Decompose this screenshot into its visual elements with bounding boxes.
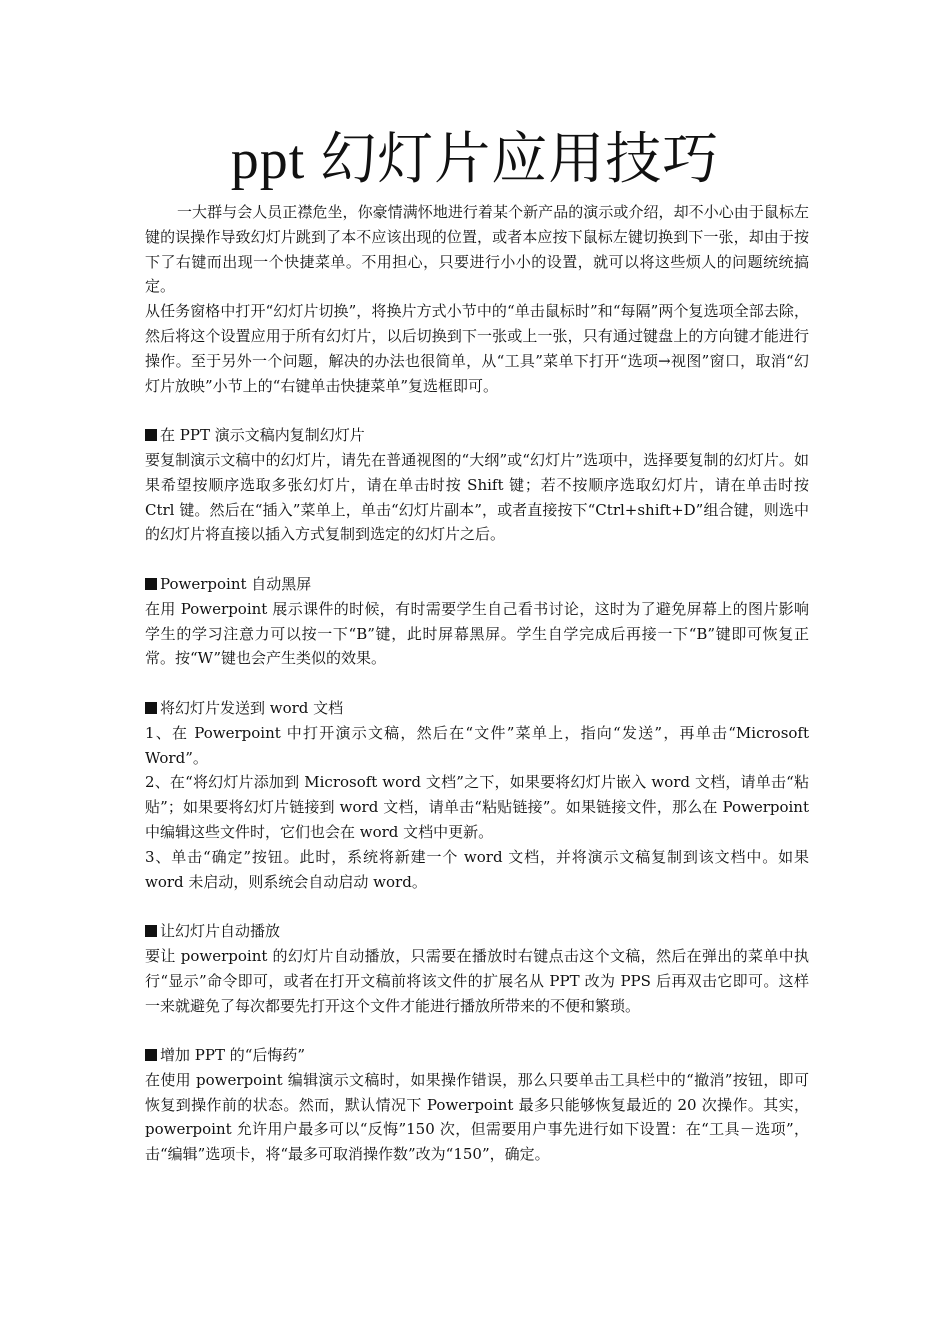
square-bullet-icon [145, 925, 157, 937]
section-heading-copy-slides [145, 423, 809, 448]
section-heading-text: 增加 PPT 的“后悔药” [160, 1046, 306, 1065]
intro-paragraph-2: 从任务窗格中打开“幻灯片切换”，将换片方式小节中的“单击鼠标时”和“每隔”两个复选项全部去除，然后将这个设置应用于所有幻灯片，以后切换到下一张或上一张，只有通过键盘上的方向键才能进行操作。至于另外一个问题，解决的办法也很简单，从“工具”菜单下打开“选项→视图”窗口，取消“幻灯片放映”小节上的“右键单击快捷菜单”复选框即可。 [145, 302, 809, 395]
section-paragraph: 要复制演示文稿中的幻灯片，请先在普通视图的“大纲”或“幻灯片”选项中，选择要复制的幻灯片。如果希望按顺序选取多张幻灯片，请在单击时按 Shift 键；若不按顺序选取幻灯片，请在单击时按 Ctrl 键。然后在“插入”菜单上，单击“幻灯片副本”，或者直接按下“Ctrl+shift+D”组合键，则选中的幻灯片将直接以插入方式复制到选定的幻灯片之后。 [145, 450, 809, 544]
intro-paragraph-1: 一大群与会人员正襟危坐，你豪情满怀地进行着某个新产品的演示或介绍，却不小心由于鼠标左键的误操作导致幻灯片跳到了本不应该出现的位置，或者本应按下鼠标左键切换到下一张，却由于按下了右键而出现一个快捷菜单。不用担心，只要进行小小的设置，就可以将这些烦人的问题统统搞定。 [145, 203, 809, 296]
section-heading-text: Powerpoint 自动黑屏 [160, 574, 312, 593]
section-heading-black-screen [145, 572, 809, 597]
section-paragraph: 1、在 Powerpoint 中打开演示文稿，然后在“文件”菜单上，指向“发送”，再单击“Microsoft Word”。 [145, 723, 809, 767]
section-paragraph: 2、在“将幻灯片添加到 Microsoft word 文档”之下，如果要将幻灯片嵌入 word 文档，请单击“粘贴”；如果要将幻灯片链接到 word 文档，请单击“粘贴链接”。如果链接文件，那么在 Powerpoint 中编辑这些文件时，它们也会在 word 文档中更新。 [145, 773, 809, 841]
section-paragraph: 3、单击“确定”按钮。此时，系统将新建一个 word 文档，并将演示文稿复制到该文档中。如果 word 未启动，则系统会自动启动 word。 [145, 847, 809, 891]
section-heading-text: 在 PPT 演示文稿内复制幻灯片 [160, 426, 365, 445]
square-bullet-icon [145, 702, 157, 714]
document-body [145, 200, 809, 1167]
section-paragraph: 在使用 powerpoint 编辑演示文稿时，如果操作错误，那么只要单击工具栏中的“撤消”按钮，即可恢复到操作前的状态。然而，默认情况下 Powerpoint 最多只能够恢复最近的 20 次操作。其实，powerpoint 允许用户最多可以“反悔”150 次，但需要用户事先进行如下设置：在“工具－选项”，击“编辑”选项卡，将“最多可取消操作数”改为“150”，确定。 [145, 1070, 809, 1164]
section-heading-text: 让幻灯片自动播放 [160, 922, 281, 941]
section-heading-send-to-word [145, 696, 809, 721]
section-heading-text: 将幻灯片发送到 word 文档 [160, 698, 344, 717]
square-bullet-icon [145, 1049, 157, 1061]
section-paragraph: 在用 Powerpoint 展示课件的时候，有时需要学生自己看书讨论，这时为了避免屏幕上的图片影响学生的学习注意力可以按一下“B”键，此时屏幕黑屏。学生自学完成后再接一下“B”键即可恢复正常。按“W”键也会产生类似的效果。 [145, 599, 809, 668]
section-heading-undo [145, 1043, 809, 1068]
square-bullet-icon [145, 578, 157, 590]
square-bullet-icon [145, 429, 157, 441]
section-heading-autoplay [145, 919, 809, 944]
section-paragraph: 要让 powerpoint 的幻灯片自动播放，只需要在播放时右键点击这个文稿，然后在弹出的菜单中执行“显示”命令即可，或者在打开文稿前将该文件的扩展名从 PPT 改为 PPS 后再双击它即可。这样一来就避免了每次都要先打开这个文件才能进行播放所带来的不便和繁琐。 [145, 946, 809, 1015]
document-title: ppt 幻灯片应用技巧 [230, 129, 720, 191]
